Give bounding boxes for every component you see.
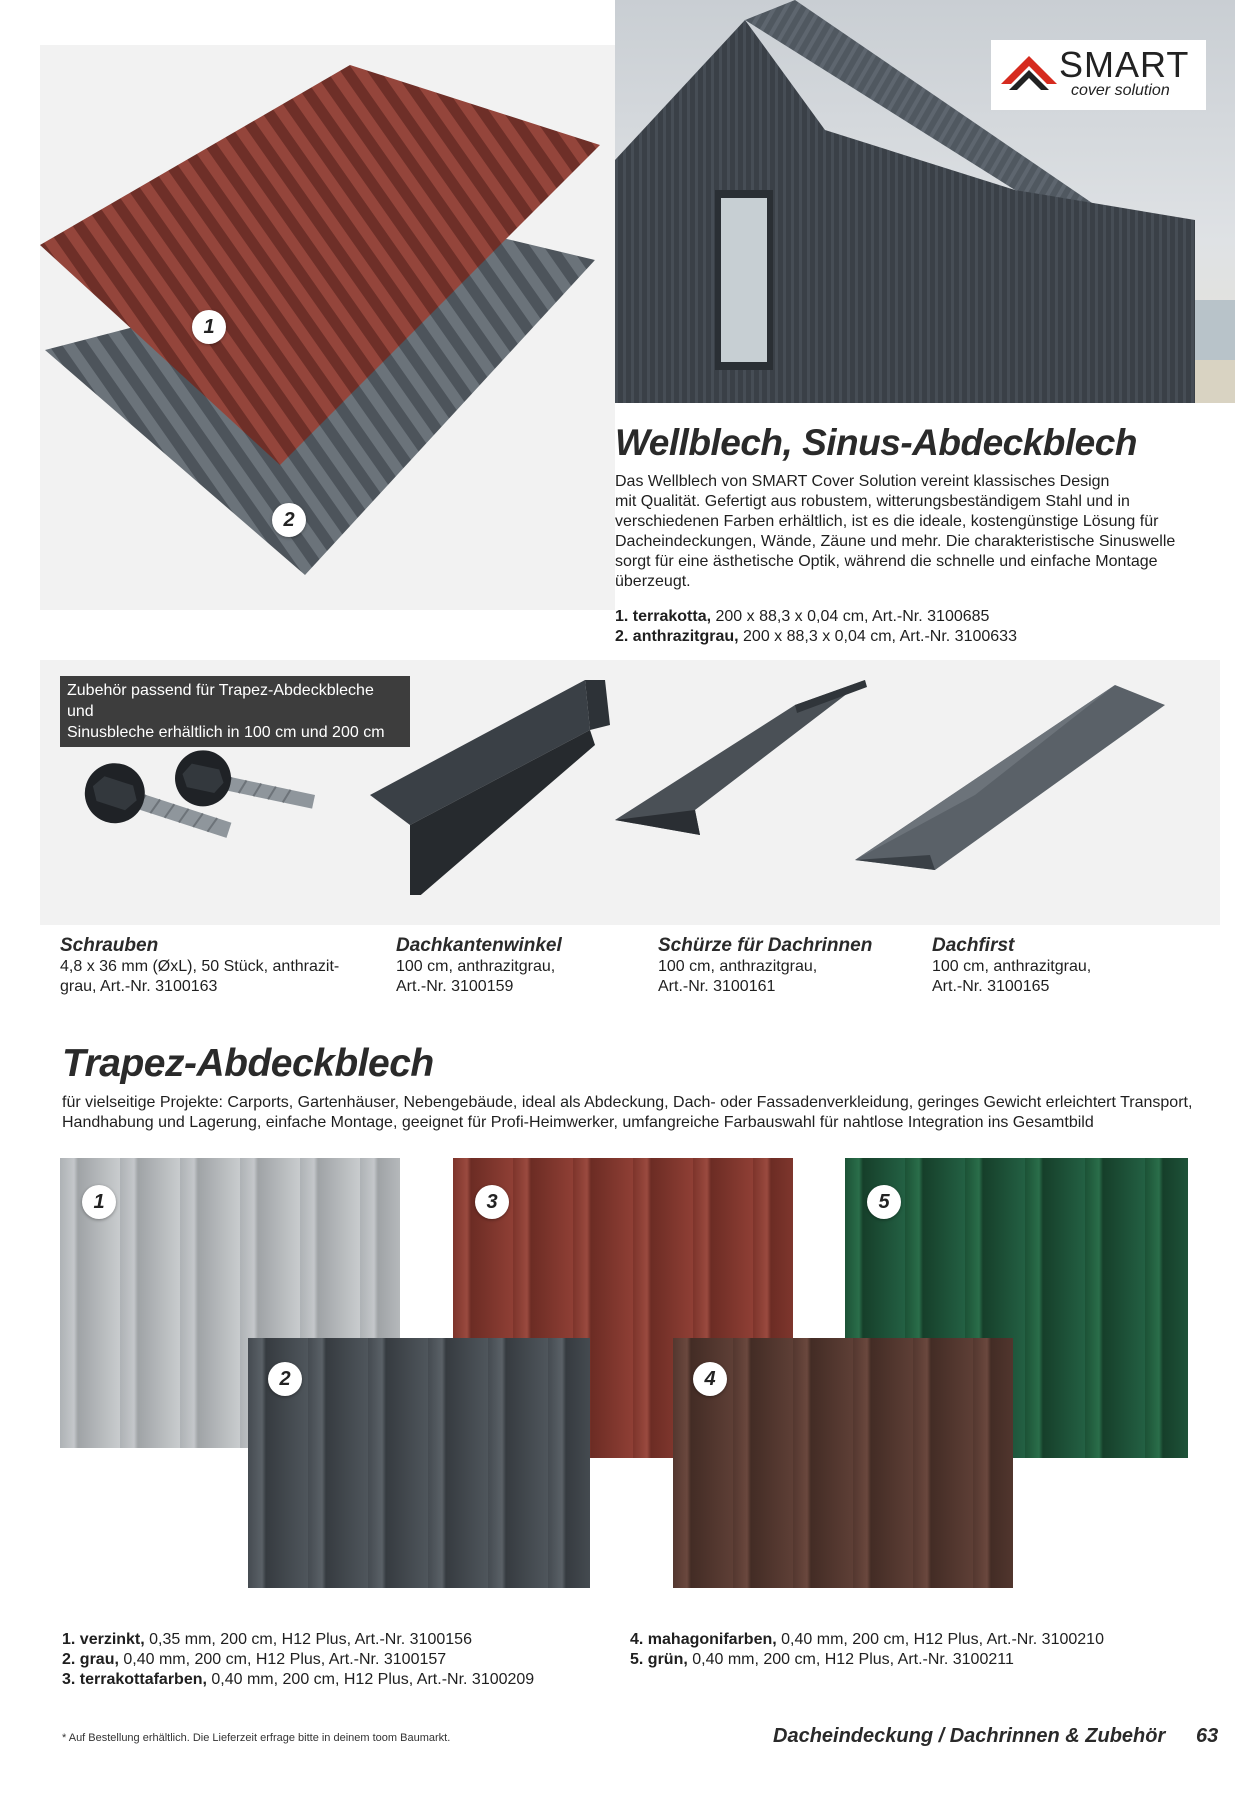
product-schrauben (60, 935, 360, 997)
trapez-title: Trapez-Abdeckblech (62, 1042, 434, 1085)
banner-line: Zubehör passend für Trapez-Abdeckbleche und (67, 682, 374, 720)
product-line: grau, Art.-Nr. 3100163 (60, 978, 218, 995)
sheet-badge-2: 2 (272, 503, 306, 537)
wellblech-title: Wellblech, Sinus-Abdeckblech (615, 422, 1137, 463)
wellblech-desc-line: Das Wellblech von SMART Cover Solution vereint klassisches Design (615, 473, 1110, 490)
dachkantenwinkel-image (365, 675, 625, 895)
sheet-badge-1: 1 (192, 310, 226, 344)
trapez-description (62, 1093, 1222, 1133)
product-line: 100 cm, anthrazitgrau, (658, 958, 818, 975)
trapez-desc-line: Handhabung und Lagerung, einfache Montage, geeignet für Profi-Heimwerker, umfangreiche Farbauswahl für nahtlose Integration ins Gesamtbild (62, 1114, 1094, 1131)
product-title: Dachfirst (932, 935, 1015, 956)
product-title: Schürze für Dachrinnen (658, 935, 873, 956)
banner-line: Sinusbleche erhältlich in 100 cm und 200 cm (67, 724, 385, 741)
shed-photo (615, 0, 1235, 403)
product-title: Schrauben (60, 935, 159, 956)
trapez-items-left (62, 1630, 534, 1690)
panel-badge-1: 1 (82, 1185, 116, 1219)
dachfirst-image (855, 685, 1175, 875)
schuerze-image (615, 675, 875, 845)
product-line: 100 cm, anthrazitgrau, (396, 958, 556, 975)
product-schuerze (658, 935, 918, 997)
product-line: Art.-Nr. 3100165 (932, 978, 1050, 995)
panel-badge-3: 3 (475, 1185, 509, 1219)
trapez-item-3: 3. terrakottafarben, 0,40 mm, 200 cm, H12 Plus, Art.-Nr. 3100209 (62, 1671, 535, 1688)
wellblech-item-2: 2. anthrazitgrau, 200 x 88,3 x 0,04 cm, Art.-Nr. 3100633 (615, 628, 1017, 645)
panel-badge-4: 4 (693, 1362, 727, 1396)
logo-tagline: cover solution (1071, 82, 1170, 99)
screws-image (70, 745, 330, 875)
product-dachkantenwinkel (396, 935, 636, 997)
footer-section: Dacheindeckung / Dachrinnen & Zubehör (773, 1725, 1166, 1747)
product-line: 100 cm, anthrazitgrau, (932, 958, 1092, 975)
wellblech-desc-line: sorgt für eine ästhetische Optik, während die schnelle und einfache Montage (615, 553, 1158, 570)
trapez-item-1: 1. verzinkt, 0,35 mm, 200 cm, H12 Plus, Art.-Nr. 3100156 (62, 1631, 472, 1648)
smart-logo (991, 40, 1206, 110)
trapez-desc-line: für vielseitige Projekte: Carports, Gartenhäuser, Nebengebäude, ideal als Abdeckung, Dach- oder Fassadenverkleidung, geringes Gewicht erleichtert Transport, (62, 1094, 1193, 1111)
product-title: Dachkantenwinkel (396, 935, 562, 956)
trapez-panel-2 (248, 1338, 590, 1588)
wellblech-items (615, 607, 1017, 647)
wellblech-item-1: 1. terrakotta, 200 x 88,3 x 0,04 cm, Art.-Nr. 3100685 (615, 608, 990, 625)
trapez-items-right (630, 1630, 1104, 1670)
trapez-item-5: 5. grün, 0,40 mm, 200 cm, H12 Plus, Art.-Nr. 3100211 (630, 1651, 1014, 1668)
product-line: 4,8 x 36 mm (ØxL), 50 Stück, anthrazit- (60, 958, 340, 975)
trapez-item-4: 4. mahagonifarben, 0,40 mm, 200 cm, H12 Plus, Art.-Nr. 3100210 (630, 1631, 1104, 1648)
product-line: Art.-Nr. 3100159 (396, 978, 514, 995)
page-number: 63 (1196, 1725, 1219, 1747)
product-line: Art.-Nr. 3100161 (658, 978, 776, 995)
wellblech-desc-line: verschiedenen Farben erhältlich, ist es die ideale, kostengünstige Lösung für (615, 513, 1159, 530)
logo-brand: SMART (1059, 44, 1190, 85)
trapez-item-2: 2. grau, 0,40 mm, 200 cm, H12 Plus, Art.-Nr. 3100157 (62, 1651, 447, 1668)
corrugated-sheets-image (40, 45, 615, 610)
panel-badge-2: 2 (268, 1362, 302, 1396)
panel-badge-5: 5 (867, 1185, 901, 1219)
wellblech-desc-line: Dacheindeckungen, Wände, Zäune und mehr. Die charakteristische Sinuswelle (615, 533, 1176, 550)
footer-note: * Auf Bestellung erhältlich. Die Lieferzeit erfrage bitte in deinem toom Baumarkt. (62, 1732, 451, 1744)
roof-logo-icon (999, 54, 1059, 100)
product-dachfirst (932, 935, 1192, 997)
trapez-panel-4 (673, 1338, 1013, 1588)
wellblech-desc-line: überzeugt. (615, 573, 691, 590)
wellblech-desc-line: mit Qualität. Gefertigt aus robustem, witterungsbeständigem Stahl und in (615, 493, 1130, 510)
wellblech-description (615, 472, 1235, 592)
accessories-banner (60, 676, 410, 747)
